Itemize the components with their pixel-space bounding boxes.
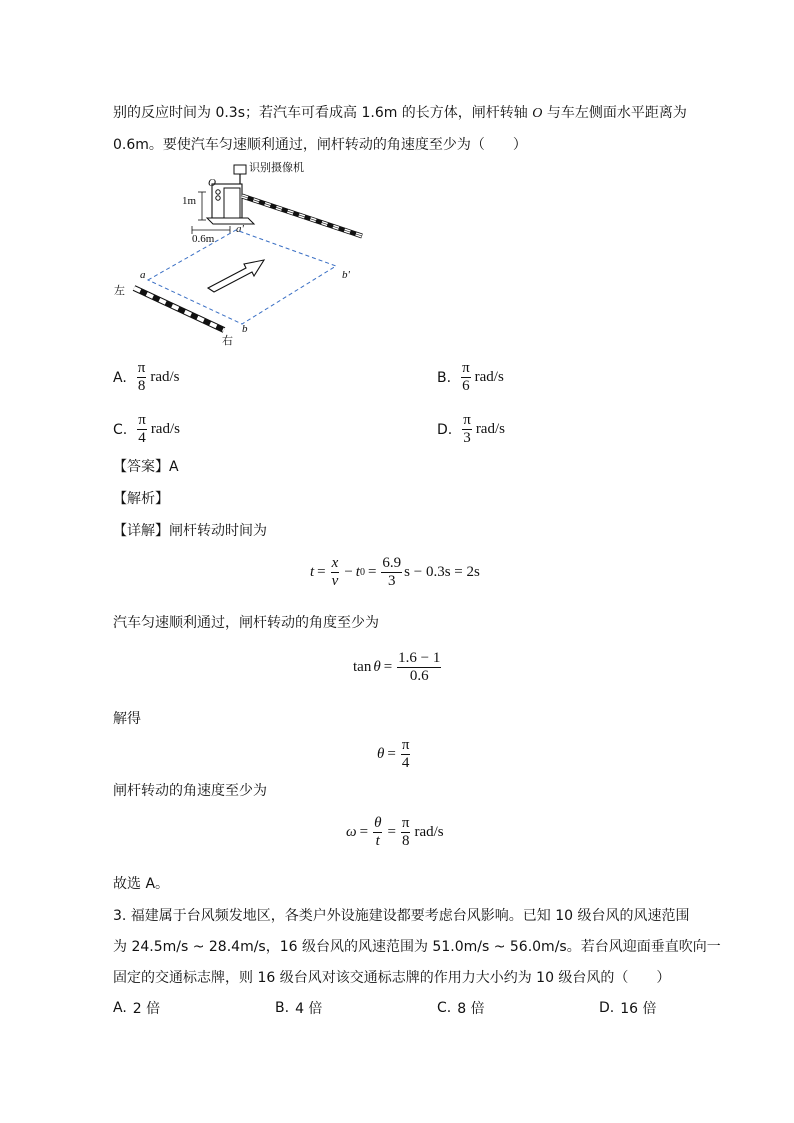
label-a-prime: a' [236, 223, 244, 235]
detail-text: 闸杆转动时间为 [169, 523, 267, 539]
option-unit: rad/s [150, 421, 180, 437]
option-text: 4 倍 [295, 1001, 323, 1017]
problem3-line-1: 3. 福建属于台风频发地区，各类户外设施建设都要考虑台风影响。已知 10 级台风的风速范围 [113, 908, 690, 924]
option-letter: D. [599, 1000, 615, 1016]
equation-tan: tan θ = $\frac{1.6 - 1}{0.6}$ [353, 650, 441, 684]
label-left: 左 [114, 284, 125, 297]
stem-line-2: 0.6m。要使汽车匀速顺利通过，闸杆转动的角速度至少为（ ） [113, 137, 527, 153]
option-text: 2 倍 [132, 1001, 161, 1017]
conclusion: 故选 A。 [113, 876, 170, 892]
detail-label: 【详解】 [113, 523, 169, 539]
stem-text: 别的反应时间为 0.3s；若汽车可看成高 1.6m 的长方体，闸杆转轴 [113, 105, 533, 121]
answer-label: 【答案】 [113, 459, 169, 475]
gate-base [207, 218, 254, 224]
option-d[interactable] [437, 412, 505, 447]
option-fraction: $\frac{\pi}{3}$ [463, 412, 471, 446]
option-letter: D. [437, 421, 453, 438]
label-b: b [242, 323, 248, 335]
label-O: O [208, 177, 216, 189]
option-unit: rad/s [475, 421, 505, 437]
barrier-arm [242, 196, 362, 236]
barrier-gate-figure [112, 160, 372, 350]
stem-variable: O [532, 106, 543, 121]
detail-line [113, 520, 267, 540]
camera-label: 识别摄像机 [249, 161, 304, 174]
answer-line [113, 456, 179, 476]
p3-option-a[interactable] [113, 998, 160, 1018]
equation-time: t = $\frac{x}{v}$ − t 0 = $\frac{6.9}{3}$ s − 0.3s = 2s [310, 555, 480, 589]
equation-theta: θ = $\frac{\pi}{4}$ [377, 737, 410, 771]
equation-omega: ω = $\frac{\theta}{t}$ = $\frac{\pi}{8}$ rad/s [346, 815, 444, 849]
text-angle: 汽车匀速顺利通过，闸杆转动的角度至少为 [113, 615, 379, 631]
option-fraction: $\frac{\pi}{8}$ [137, 360, 146, 394]
option-fraction: $\frac{\pi}{4}$ [138, 412, 146, 446]
label-b-prime: b' [342, 269, 350, 281]
option-letter: B. [275, 1000, 290, 1016]
problem3-line-3: 固定的交通标志牌，则 16 级台风对该交通标志牌的作用力大小约为 10 级台风的（ ） [113, 970, 671, 986]
text-angular-velocity: 闸杆转动的角速度至少为 [113, 783, 267, 799]
option-text: 8 倍 [457, 1001, 485, 1017]
text-solve: 解得 [113, 711, 141, 727]
option-b[interactable] [437, 360, 504, 395]
label-right: 右 [222, 334, 233, 347]
problem3-line-2: 为 24.5m/s ~ 28.4m/s，16 级台风的风速范围为 51.0m/s ~ 56.0m/s。若台风迎面垂直吹向一 [113, 939, 721, 955]
direction-arrow [208, 260, 264, 292]
option-a[interactable] [113, 360, 180, 395]
option-letter: A. [113, 369, 127, 386]
option-unit: rad/s [474, 369, 504, 385]
camera-head [234, 165, 246, 174]
option-unit: rad/s [150, 369, 180, 385]
p3-option-c[interactable] [437, 998, 485, 1018]
label-a: a [140, 269, 146, 281]
option-letter: A. [113, 1000, 127, 1016]
p3-option-d[interactable] [599, 998, 657, 1018]
option-fraction: $\frac{\pi}{6}$ [462, 360, 470, 394]
label-06m: 0.6m [192, 233, 215, 245]
option-letter: C. [437, 1000, 452, 1016]
answer-value: A [169, 459, 179, 475]
stem-line-1 [113, 102, 687, 122]
option-letter: B. [437, 369, 452, 386]
p3-option-b[interactable] [275, 998, 322, 1018]
stem-text: 与车左侧面水平距离为 [542, 105, 687, 121]
gate-box-side [224, 188, 240, 218]
label-1m: 1m [182, 195, 197, 207]
option-letter: C. [113, 421, 128, 438]
analysis-label: 【解析】 [113, 491, 169, 507]
option-c[interactable] [113, 412, 180, 447]
option-text: 16 倍 [620, 1001, 657, 1017]
